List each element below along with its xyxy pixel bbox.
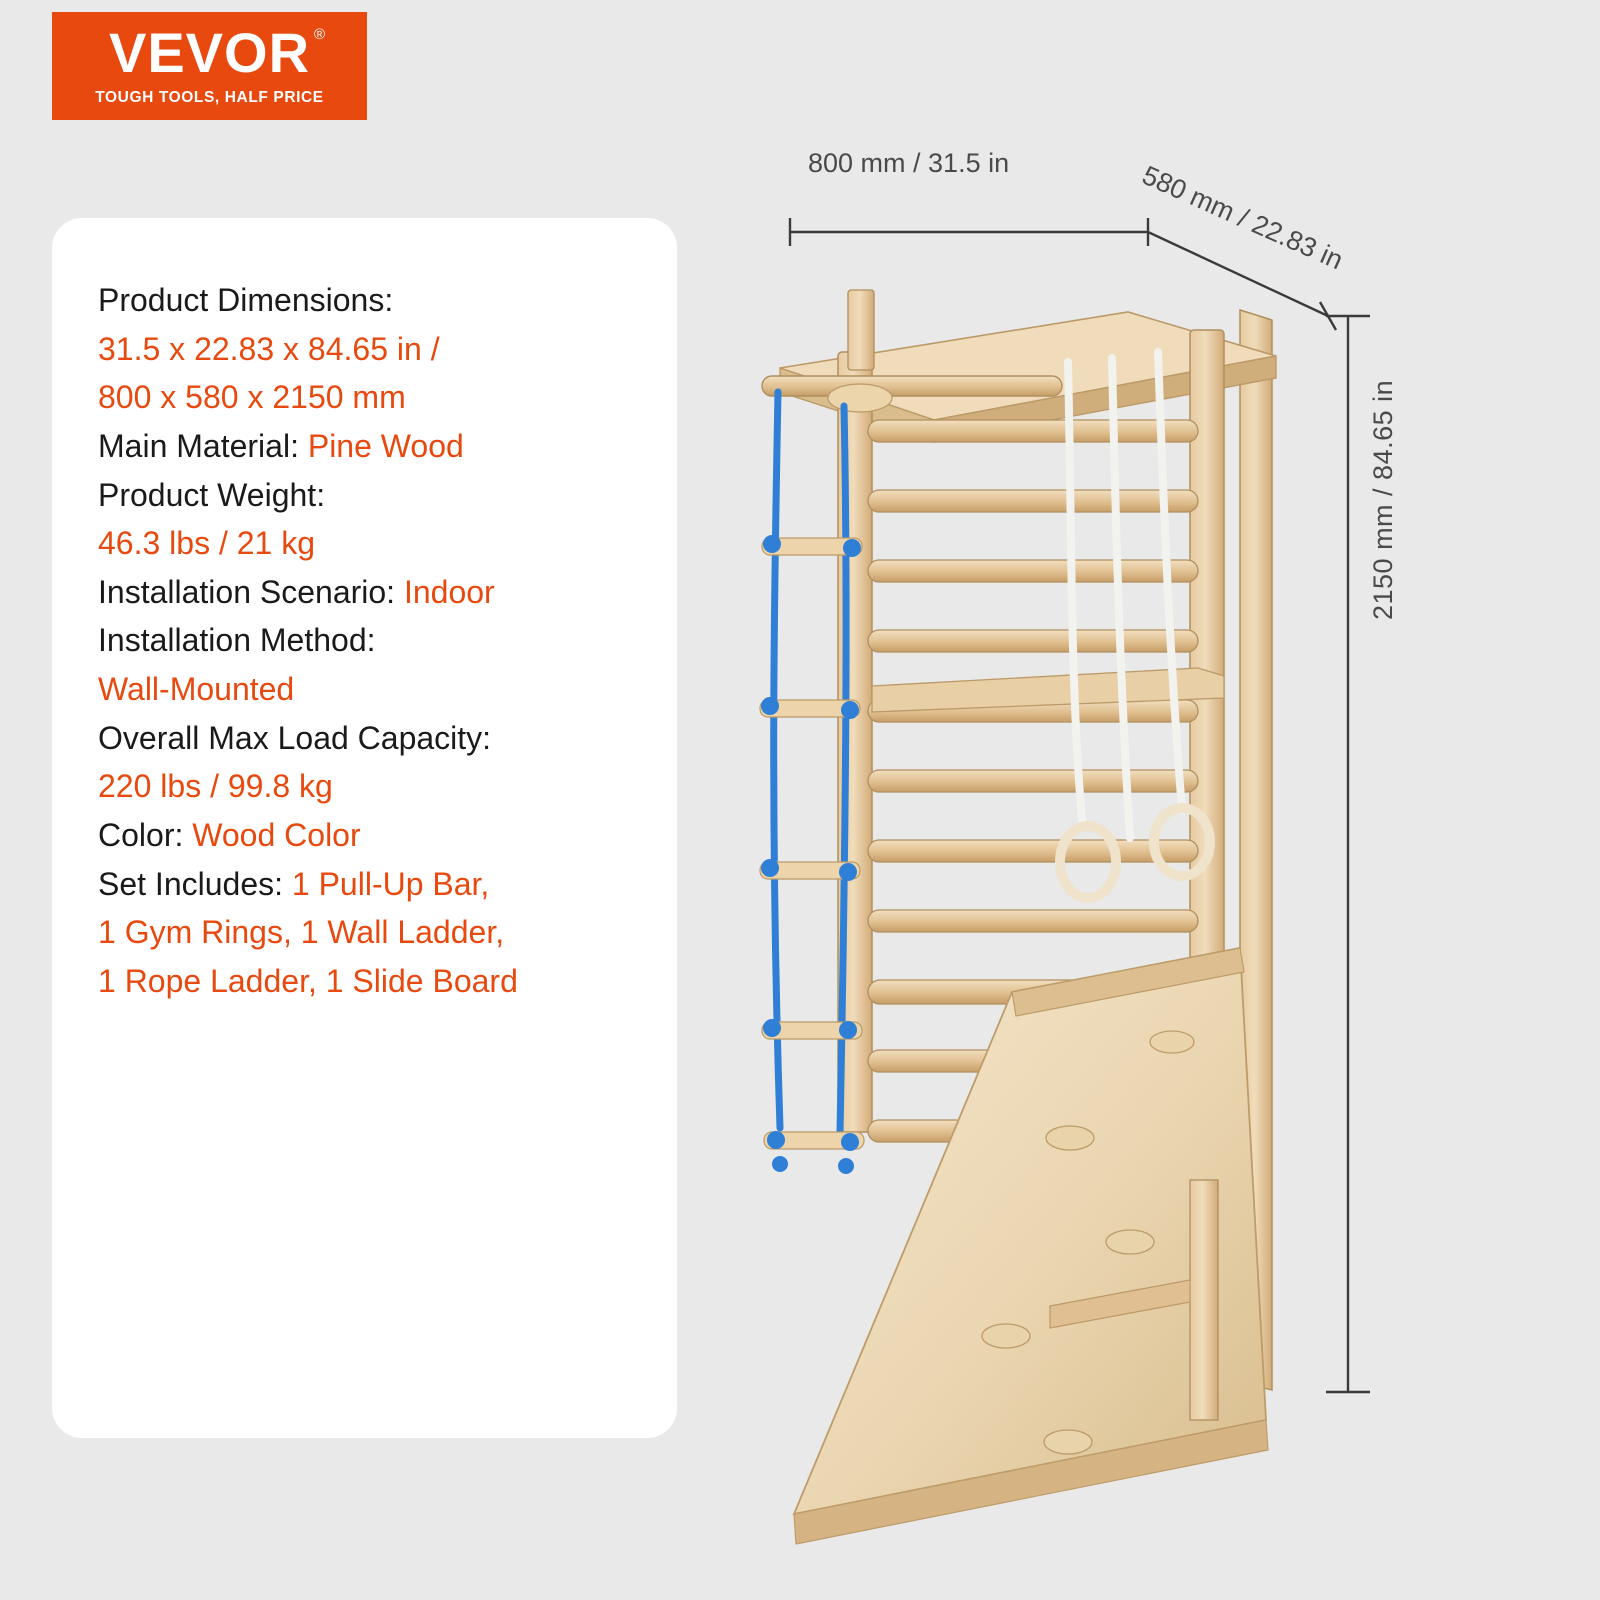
spec-line — [98, 811, 631, 860]
registered-trademark-icon: ® — [313, 26, 327, 43]
spec-line — [98, 471, 631, 520]
spec-line — [98, 373, 631, 422]
spec-line — [98, 568, 631, 617]
specification-list — [98, 276, 631, 1005]
spec-value: Wood Color — [192, 816, 361, 853]
spec-line — [98, 519, 631, 568]
brand-name-text: VEVOR — [108, 21, 311, 84]
spec-value: Wall-Mounted — [98, 671, 295, 707]
spec-value: 1 Pull-Up Bar, — [291, 865, 490, 902]
spec-label: Product Weight: — [98, 476, 326, 513]
spec-line — [98, 762, 631, 811]
spec-line — [98, 957, 631, 1006]
brand-logo — [52, 12, 367, 120]
brand-tagline: TOUGH TOOLS, HALF PRICE — [95, 89, 324, 106]
spec-line — [98, 860, 631, 909]
spec-line — [98, 665, 631, 714]
spec-label: Set Includes: — [98, 865, 292, 902]
product-specification-card — [52, 218, 677, 1438]
spec-value: 800 x 580 x 2150 mm — [98, 379, 406, 416]
spec-line — [98, 616, 631, 665]
spec-label: Installation Method: — [98, 622, 376, 659]
spec-value: 46.3 lbs / 21 kg — [98, 525, 316, 562]
spec-label: Installation Scenario: — [98, 573, 404, 610]
spec-line — [98, 714, 631, 763]
spec-line — [98, 908, 631, 957]
spec-value: Pine Wood — [307, 427, 464, 464]
spec-value: 1 Gym Rings, 1 Wall Ladder, — [98, 914, 505, 951]
spec-label: Color: — [98, 816, 193, 853]
depth-dimension-label: 580 mm / 22.83 in — [1137, 160, 1348, 276]
spec-label: Product Dimensions: — [98, 282, 394, 318]
spec-label: Overall Max Load Capacity: — [98, 719, 492, 756]
gym-set-drawing — [720, 120, 1580, 1570]
spec-line — [98, 325, 631, 374]
spec-value: 220 lbs / 99.8 kg — [98, 768, 333, 805]
width-dimension-label: 800 mm / 31.5 in — [808, 148, 1010, 178]
spec-label: Main Material: — [98, 427, 308, 464]
spec-line — [98, 422, 631, 471]
spec-line — [98, 276, 631, 325]
spec-value: 1 Rope Ladder, 1 Slide Board — [98, 962, 518, 999]
spec-value: 31.5 x 22.83 x 84.65 in / — [98, 330, 440, 367]
center-post — [848, 290, 874, 370]
product-illustration — [720, 120, 1580, 1570]
brand-name — [108, 21, 327, 84]
spec-value: Indoor — [403, 573, 495, 610]
height-dimension-label: 2150 mm / 84.65 in — [1368, 379, 1398, 620]
